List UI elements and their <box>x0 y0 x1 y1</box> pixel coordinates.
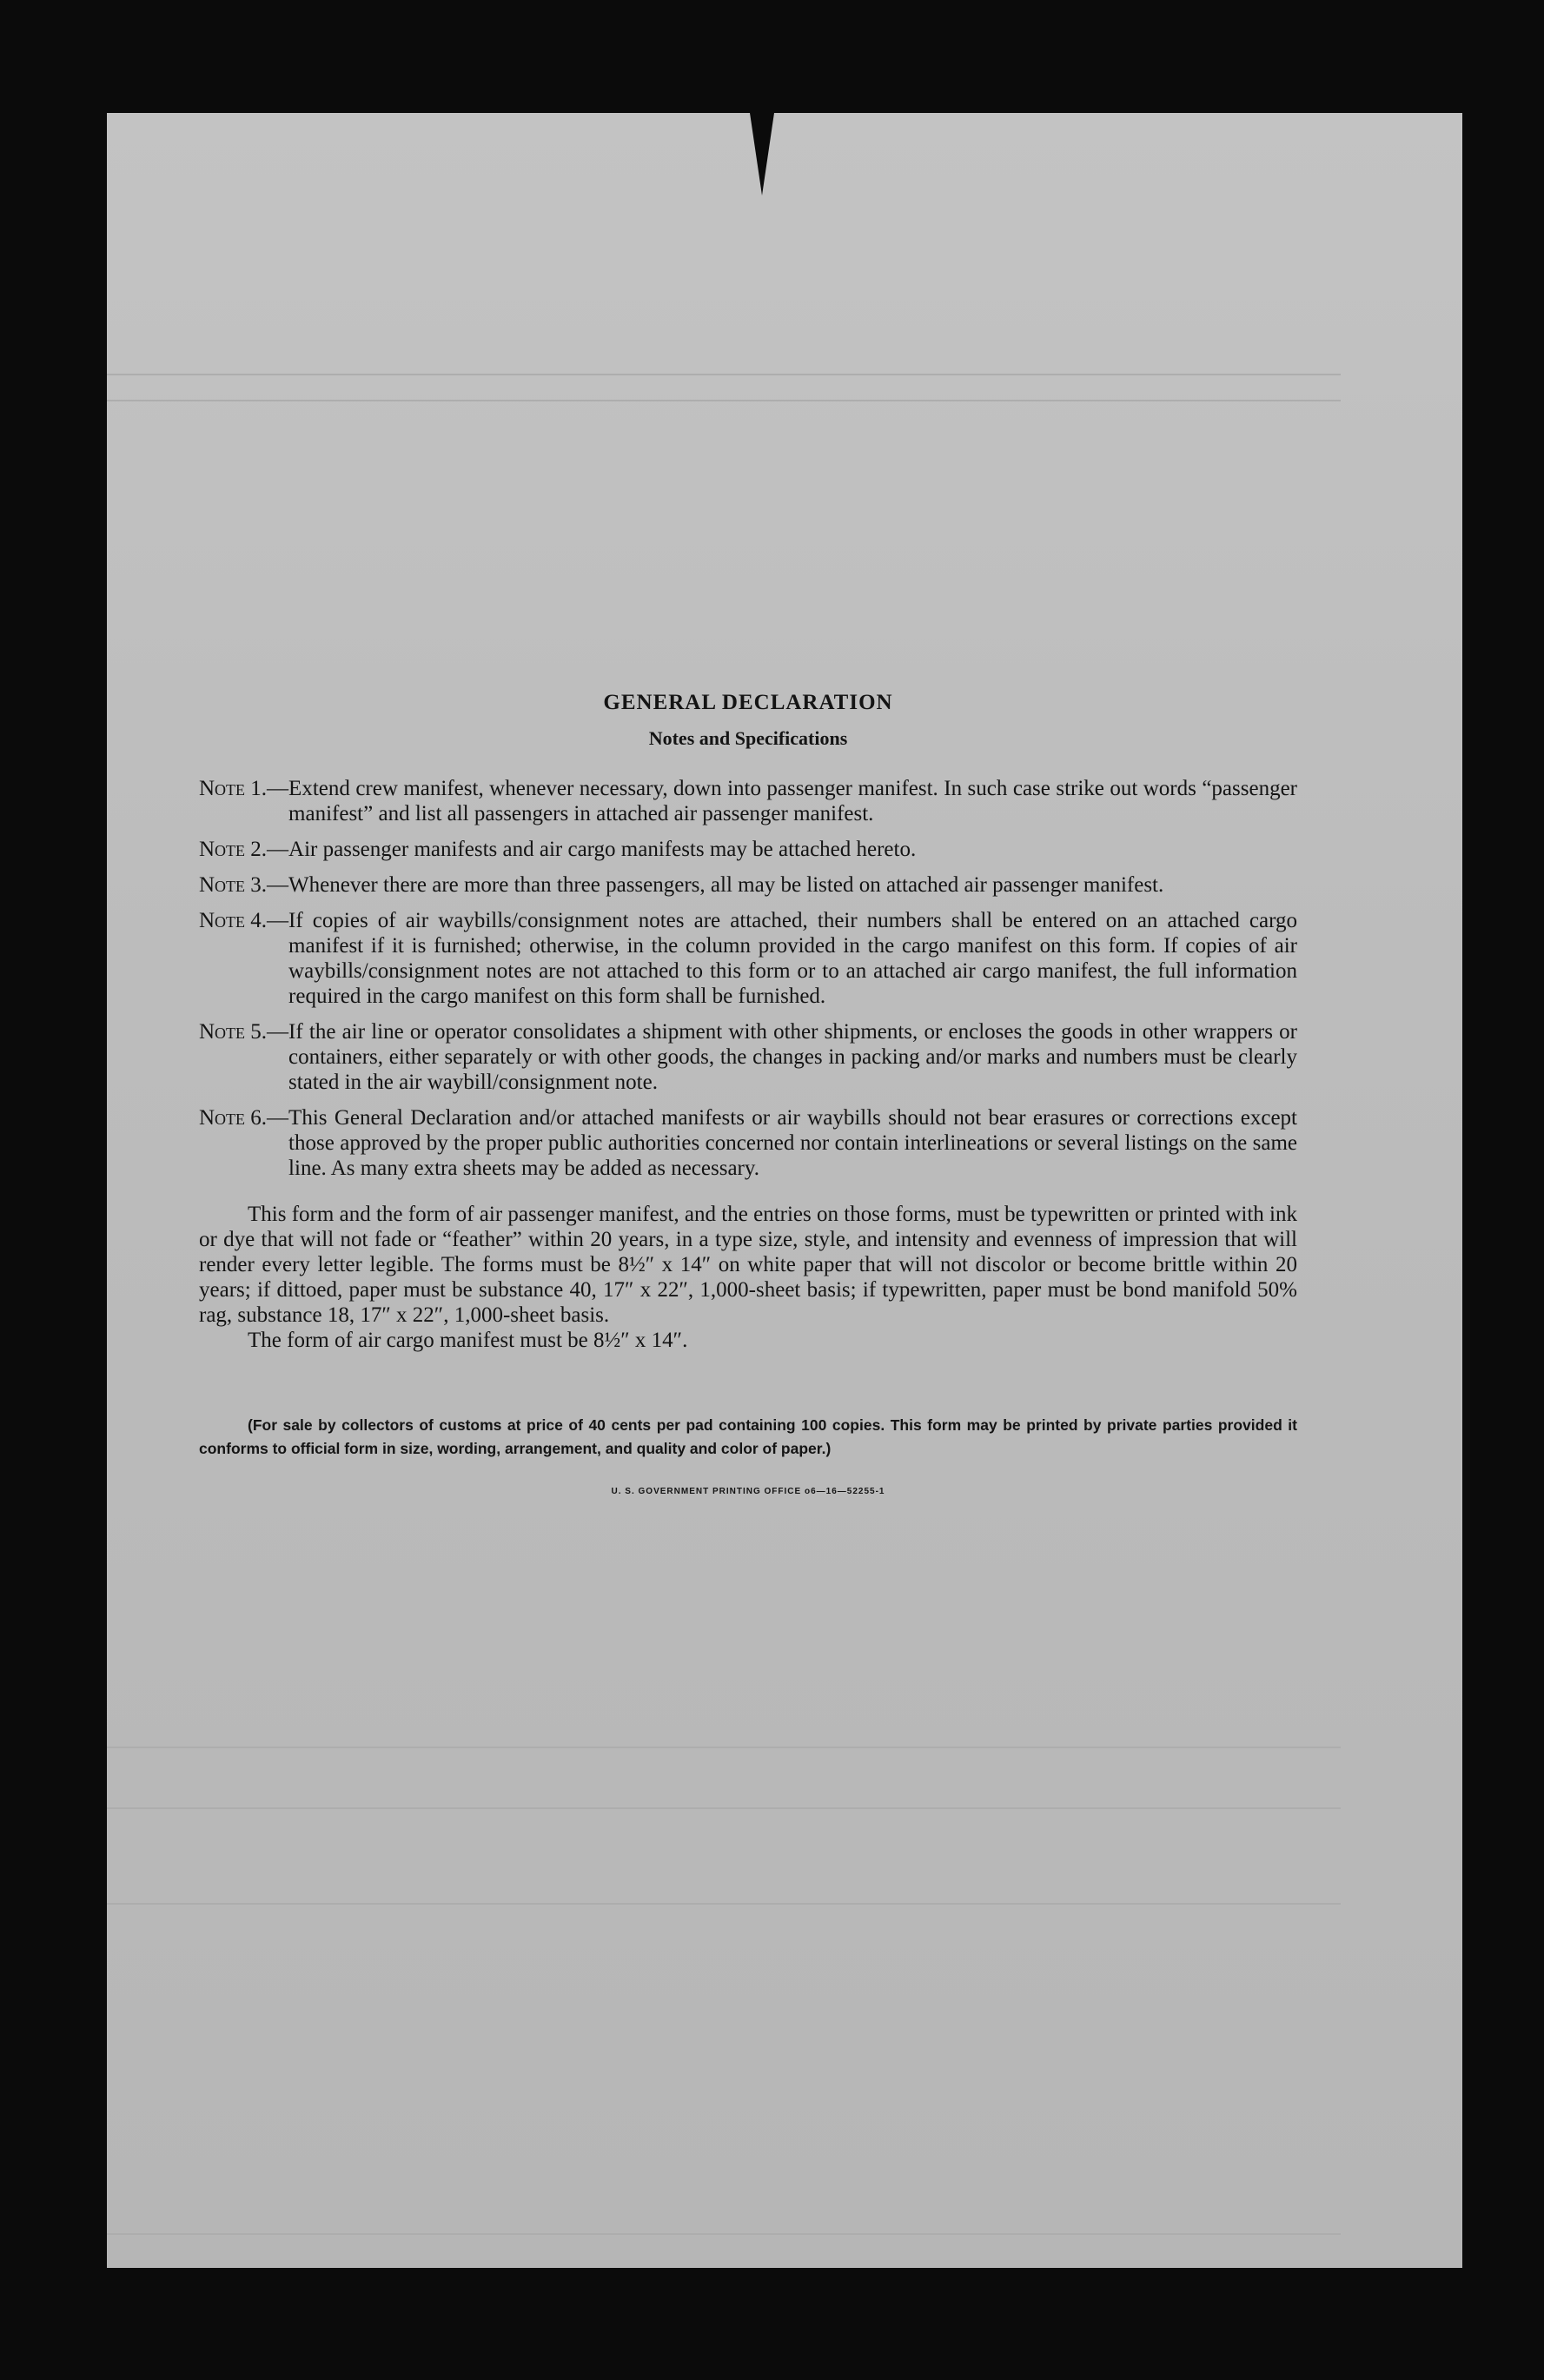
cargo-manifest-specification: The form of air cargo manifest must be 8½″ x 14″. <box>248 1329 688 1352</box>
declaration-content <box>199 691 1297 1496</box>
note-text: If copies of air waybills/consignment notes are attached, their numbers shall be entered on an attached cargo manifest if it is furnished; otherwise, in the column provided in the cargo manifest on this form. If copies of air waybills/consignment notes are not attached to this form or to an attached air cargo manifest, the full information required in the cargo manifest on this form shall be furnished. <box>288 909 1297 1008</box>
note-text: Whenever there are more than three passengers, all may be listed on attached air passenger manifest. <box>288 873 1164 897</box>
document-title: GENERAL DECLARATION <box>603 691 893 714</box>
printer-imprint: U. S. GOVERNMENT PRINTING OFFICE o6—16—52255-1 <box>611 1487 885 1496</box>
note-label: Note 1. <box>199 777 268 800</box>
note-5: Note 5. — If the air line or operator consolidates a shipment with other shipments, or encloses the goods in other wrappers or containers, either separately or with other goods, the changes in packing and/or marks and numbers must be clearly stated in the air waybill/consignment note. <box>199 1020 1297 1094</box>
note-1: Note 1. — Extend crew manifest, whenever necessary, down into passenger manifest. In such case strike out words “passenger manifest” and list all passengers in attached air passenger manifest. <box>199 777 1297 825</box>
note-label: Note 2. <box>199 838 268 861</box>
note-4: Note 4. — If copies of air waybills/consignment notes are attached, their numbers shall be entered on an attached cargo manifest if it is furnished; otherwise, in the column provided in the cargo manifest on this form. If copies of air waybills/consignment notes are not attached to this form or to an attached air cargo manifest, the full information required in the cargo manifest on this form shall be furnished. <box>199 909 1297 1008</box>
note-3: Note 3. — Whenever there are more than three passengers, all may be listed on attached air passenger manifest. <box>199 872 1297 898</box>
note-text: If the air line or operator consolidates a shipment with other shipments, or encloses the goods in other wrappers or containers, either separately or with other goods, the changes in packing and/or marks and numbers must be clearly stated in the air waybill/consignment note. <box>288 1020 1297 1094</box>
bleed-through-rule <box>107 400 1341 401</box>
note-label: Note 6. <box>199 1106 268 1130</box>
note-text: This General Declaration and/or attached manifests or air waybills should not bear erasures or corrections except those approved by the proper public authorities concerned nor contain interlineations or several listings on the same line. As many extra sheets may be added as necessary. <box>288 1106 1297 1180</box>
note-label: Note 4. <box>199 909 268 932</box>
bleed-through-rule <box>107 1807 1341 1809</box>
note-2: Note 2. — Air passenger manifests and air cargo manifests may be attached hereto. <box>199 837 1297 862</box>
note-text: Extend crew manifest, whenever necessary, down into passenger manifest. In such case strike out words “passenger manifest” and list all passengers in attached air passenger manifest. <box>288 777 1297 825</box>
bleed-through-rule <box>107 1747 1341 1748</box>
document-page <box>107 113 1462 2268</box>
paper-tear <box>750 113 774 196</box>
bleed-through-rule <box>107 2233 1341 2235</box>
form-specification: This form and the form of air passenger manifest, and the entries on those forms, must be typewritten or printed with ink or dye that will not fade or “feather” within 20 years, in a type size, style, and intensity and evenness of impression that will render every letter legible. The forms must be 8½″ x 14″ on white paper that will not discolor or become brittle within 20 years; if dittoed, paper must be substance 40, 17″ x 22″, 1,000-sheet basis; if typewritten, paper must be bond manifold 50% rag, substance 18, 17″ x 22″, 1,000-sheet basis. <box>199 1203 1297 1327</box>
sale-notice: (For sale by collectors of customs at price of 40 cents per pad containing 100 copies. This form may be printed by private parties provided it conforms to official form in size, wording, arrangement, and quality and color of paper.) <box>199 1416 1297 1457</box>
note-6: Note 6. — This General Declaration and/or attached manifests or air waybills should not bear erasures or corrections except those approved by the proper public authorities concerned nor contain interlineations or several listings on the same line. As many extra sheets may be added as necessary. <box>199 1106 1297 1180</box>
note-label: Note 5. <box>199 1020 268 1044</box>
note-label: Note 3. <box>199 873 268 897</box>
document-subtitle: Notes and Specifications <box>648 727 848 749</box>
bleed-through-rule <box>107 374 1341 375</box>
note-text: Air passenger manifests and air cargo manifests may be attached hereto. <box>288 838 917 861</box>
bleed-through-rule <box>107 1903 1341 1905</box>
